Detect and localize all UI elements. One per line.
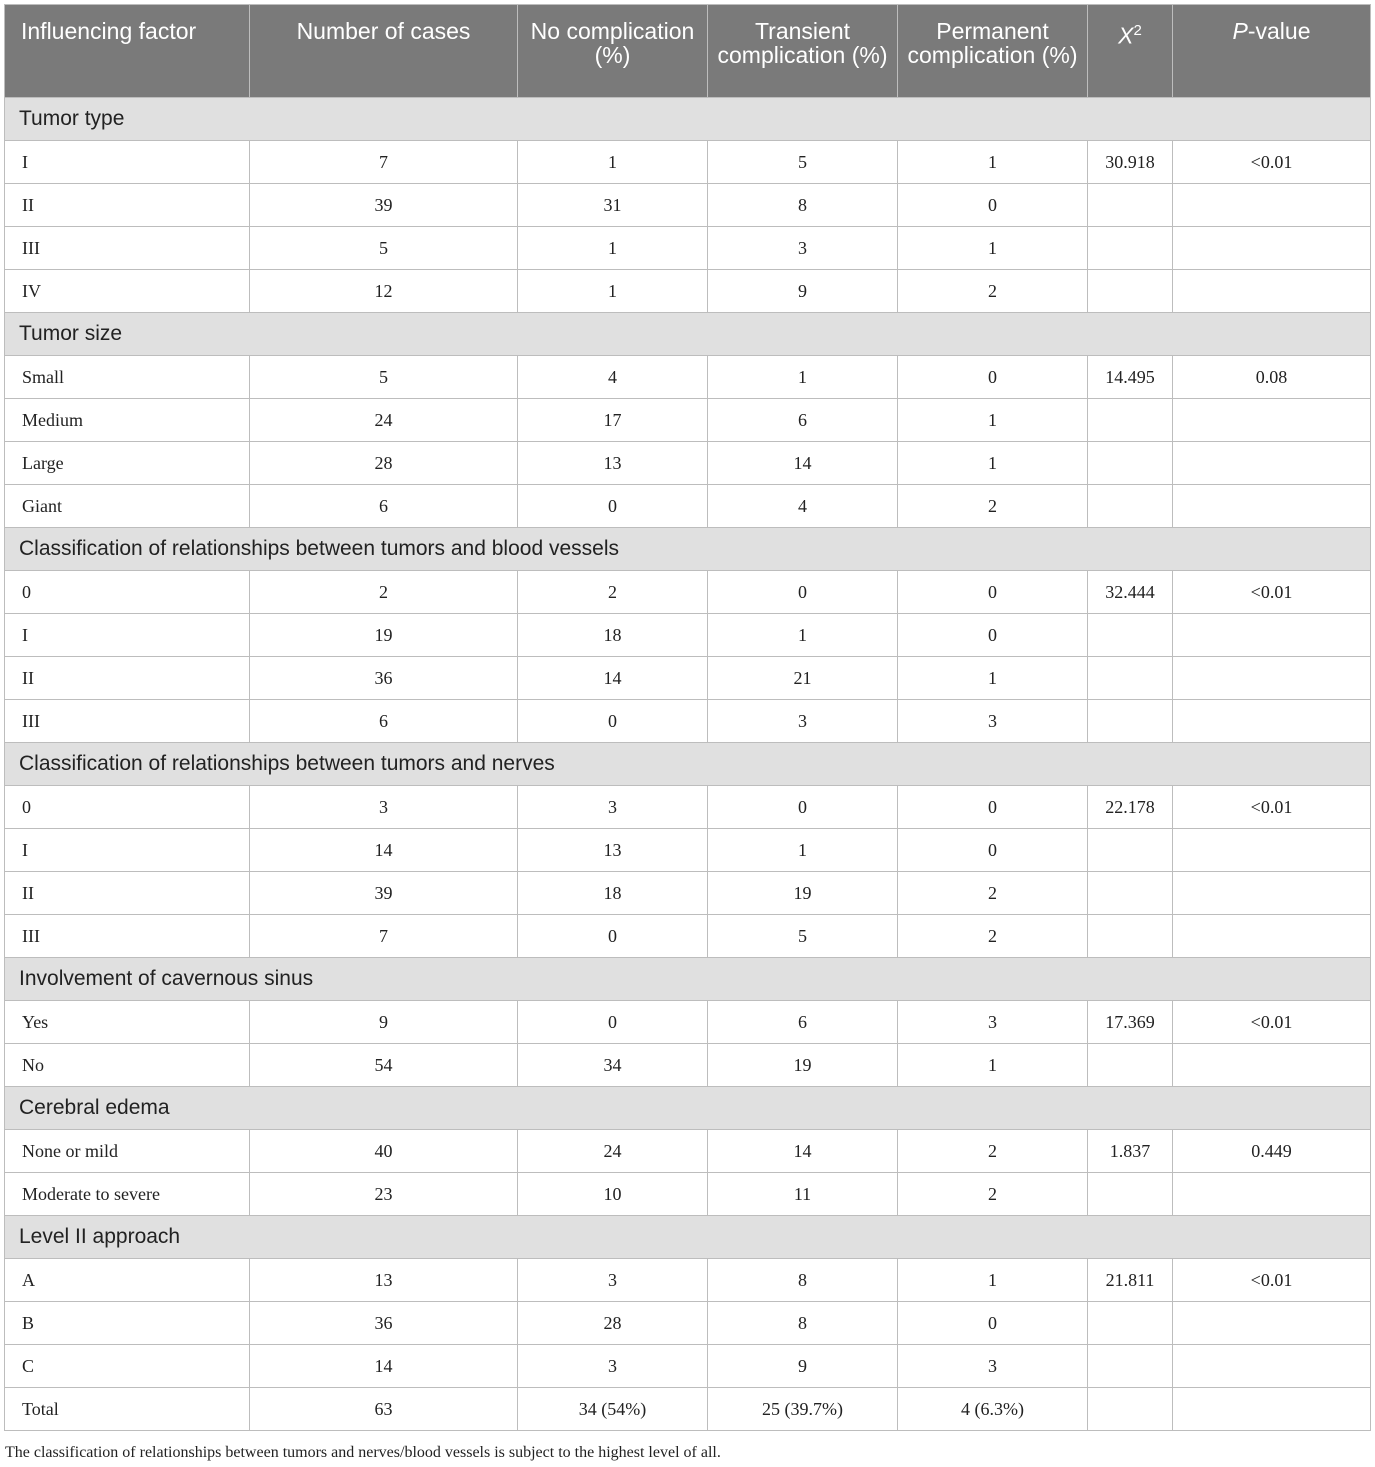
transient-cell: 9 [708,270,898,313]
no-complication-cell: 18 [518,614,708,657]
transient-cell: 14 [708,1130,898,1173]
table-row [5,700,1371,743]
cases-cell: 7 [250,141,518,184]
row-label: No [5,1044,250,1087]
table-row [5,1173,1371,1216]
row-label: B [5,1302,250,1345]
permanent-cell: 1 [898,399,1088,442]
no-complication-cell: 17 [518,399,708,442]
transient-cell: 3 [708,700,898,743]
chi2-cell [1088,270,1173,313]
row-label: II [5,657,250,700]
no-complication-cell: 24 [518,1130,708,1173]
chi2-cell [1088,614,1173,657]
transient-cell: 14 [708,442,898,485]
cases-cell: 3 [250,786,518,829]
table-row [5,399,1371,442]
table-row [5,485,1371,528]
no-complication-cell: 4 [518,356,708,399]
row-label: Small [5,356,250,399]
row-label: Giant [5,485,250,528]
permanent-cell: 1 [898,1044,1088,1087]
row-label: A [5,1259,250,1302]
chi2-cell [1088,399,1173,442]
chi2-cell [1088,1388,1173,1431]
table-row [5,1259,1371,1302]
no-complication-cell: 3 [518,1259,708,1302]
no-complication-cell: 13 [518,829,708,872]
permanent-cell: 2 [898,270,1088,313]
transient-cell: 9 [708,1345,898,1388]
cases-cell: 13 [250,1259,518,1302]
p-value-cell: <0.01 [1173,786,1371,829]
chi2-cell [1088,915,1173,958]
permanent-cell: 2 [898,915,1088,958]
p-value-cell [1173,657,1371,700]
p-value-cell [1173,1173,1371,1216]
permanent-cell: 0 [898,786,1088,829]
table-row [5,270,1371,313]
row-label: III [5,227,250,270]
permanent-cell: 0 [898,829,1088,872]
cases-cell: 39 [250,872,518,915]
table-row [5,184,1371,227]
row-label: I [5,829,250,872]
permanent-cell: 3 [898,700,1088,743]
permanent-cell: 1 [898,141,1088,184]
chi2-cell: 32.444 [1088,571,1173,614]
no-complication-cell: 34 [518,1044,708,1087]
cases-cell: 24 [250,399,518,442]
group-header-row [5,1216,1371,1259]
no-complication-cell: 1 [518,227,708,270]
group-title: Classification of relationships between tumors and blood vessels [5,528,1371,571]
transient-cell: 1 [708,356,898,399]
no-complication-cell: 10 [518,1173,708,1216]
row-label: Large [5,442,250,485]
chi2-cell [1088,1173,1173,1216]
no-complication-cell: 13 [518,442,708,485]
permanent-cell: 1 [898,442,1088,485]
permanent-cell: 2 [898,1173,1088,1216]
p-value-cell [1173,1388,1371,1431]
total-row [5,1388,1371,1431]
group-header-row [5,313,1371,356]
group-title: Level II approach [5,1216,1371,1259]
permanent-cell: 2 [898,485,1088,528]
transient-cell: 11 [708,1173,898,1216]
transient-cell: 1 [708,829,898,872]
results-table [4,4,1371,1431]
p-value-cell [1173,915,1371,958]
permanent-cell: 1 [898,1259,1088,1302]
chi-superscript: 2 [1133,22,1142,39]
row-label: Yes [5,1001,250,1044]
permanent-cell: 2 [898,1130,1088,1173]
chi2-cell [1088,184,1173,227]
cases-cell: 6 [250,485,518,528]
group-title: Classification of relationships between tumors and nerves [5,743,1371,786]
permanent-cell: 1 [898,227,1088,270]
p-value-cell [1173,1302,1371,1345]
table-row [5,141,1371,184]
row-label: None or mild [5,1130,250,1173]
p-value-cell [1173,614,1371,657]
table-row [5,657,1371,700]
cases-cell: 12 [250,270,518,313]
p-italic: P [1232,18,1248,44]
no-complication-cell: 14 [518,657,708,700]
row-label: III [5,915,250,958]
row-label: C [5,1345,250,1388]
chi2-cell: 22.178 [1088,786,1173,829]
transient-cell: 25 (39.7%) [708,1388,898,1431]
transient-cell: 8 [708,184,898,227]
chi2-cell: 1.837 [1088,1130,1173,1173]
row-label: II [5,184,250,227]
header-number-of-cases: Number of cases [250,5,518,98]
permanent-cell: 0 [898,184,1088,227]
no-complication-cell: 3 [518,786,708,829]
row-label: Moderate to severe [5,1173,250,1216]
header-no-complication: No complication (%) [518,5,708,98]
permanent-cell: 3 [898,1001,1088,1044]
cases-cell: 2 [250,571,518,614]
header-p-value [1173,5,1371,98]
p-value-cell [1173,270,1371,313]
header-permanent-complication: Permanent complication (%) [898,5,1088,98]
transient-cell: 1 [708,614,898,657]
table-row [5,442,1371,485]
row-label: I [5,614,250,657]
transient-cell: 19 [708,1044,898,1087]
group-title: Tumor type [5,98,1371,141]
transient-cell: 3 [708,227,898,270]
chi2-cell: 30.918 [1088,141,1173,184]
cases-cell: 6 [250,700,518,743]
p-value-cell [1173,829,1371,872]
cases-cell: 5 [250,356,518,399]
chi2-cell [1088,1302,1173,1345]
table-row [5,614,1371,657]
cases-cell: 5 [250,227,518,270]
chi-symbol: X [1118,22,1134,49]
chi2-cell [1088,227,1173,270]
group-header-row [5,528,1371,571]
row-label: 0 [5,571,250,614]
permanent-cell: 0 [898,571,1088,614]
row-label: III [5,700,250,743]
transient-cell: 21 [708,657,898,700]
group-header-row [5,743,1371,786]
cases-cell: 40 [250,1130,518,1173]
header-row [5,5,1371,98]
table-row [5,1044,1371,1087]
chi2-cell [1088,485,1173,528]
p-value-cell [1173,227,1371,270]
p-value-cell [1173,442,1371,485]
p-value-cell [1173,700,1371,743]
p-value-cell: 0.449 [1173,1130,1371,1173]
transient-cell: 0 [708,571,898,614]
chi2-cell [1088,872,1173,915]
header-transient-complication: Transient complication (%) [708,5,898,98]
cases-cell: 23 [250,1173,518,1216]
no-complication-cell: 18 [518,872,708,915]
table-row [5,1001,1371,1044]
table-row [5,829,1371,872]
table-footnote: The classification of relationships between tumors and nerves/blood vessels is subject to the highest level of all. [5,1444,721,1461]
p-value-cell [1173,184,1371,227]
p-value-cell [1173,1044,1371,1087]
chi2-cell [1088,700,1173,743]
table-row [5,571,1371,614]
row-label: 0 [5,786,250,829]
header-influencing-factor: Influencing factor [5,5,250,98]
chi2-cell: 17.369 [1088,1001,1173,1044]
transient-cell: 8 [708,1259,898,1302]
permanent-cell: 0 [898,356,1088,399]
permanent-cell: 2 [898,872,1088,915]
chi2-cell [1088,657,1173,700]
chi2-cell [1088,1044,1173,1087]
cases-cell: 39 [250,184,518,227]
p-value-cell: 0.08 [1173,356,1371,399]
chi2-cell: 14.495 [1088,356,1173,399]
permanent-cell: 3 [898,1345,1088,1388]
no-complication-cell: 2 [518,571,708,614]
p-value-cell [1173,399,1371,442]
row-label: I [5,141,250,184]
row-label: IV [5,270,250,313]
cases-cell: 63 [250,1388,518,1431]
row-label: Total [5,1388,250,1431]
p-value-cell [1173,872,1371,915]
p-value-cell: <0.01 [1173,571,1371,614]
transient-cell: 0 [708,786,898,829]
table-row [5,227,1371,270]
no-complication-cell: 0 [518,485,708,528]
p-value-cell [1173,485,1371,528]
permanent-cell: 4 (6.3%) [898,1388,1088,1431]
header-chi-square [1088,5,1173,98]
no-complication-cell: 3 [518,1345,708,1388]
table-row [5,786,1371,829]
no-complication-cell: 0 [518,1001,708,1044]
cases-cell: 14 [250,1345,518,1388]
table-row [5,1345,1371,1388]
group-header-row [5,98,1371,141]
group-title: Cerebral edema [5,1087,1371,1130]
table-row [5,872,1371,915]
table-row [5,1302,1371,1345]
permanent-cell: 1 [898,657,1088,700]
no-complication-cell: 28 [518,1302,708,1345]
cases-cell: 54 [250,1044,518,1087]
chi2-cell [1088,1345,1173,1388]
chi2-cell [1088,442,1173,485]
no-complication-cell: 0 [518,700,708,743]
p-value-cell: <0.01 [1173,1001,1371,1044]
no-complication-cell: 31 [518,184,708,227]
cases-cell: 9 [250,1001,518,1044]
transient-cell: 5 [708,915,898,958]
p-value-cell: <0.01 [1173,1259,1371,1302]
cases-cell: 28 [250,442,518,485]
transient-cell: 6 [708,1001,898,1044]
permanent-cell: 0 [898,1302,1088,1345]
chi2-cell: 21.811 [1088,1259,1173,1302]
table-row [5,915,1371,958]
transient-cell: 6 [708,399,898,442]
cases-cell: 19 [250,614,518,657]
transient-cell: 4 [708,485,898,528]
cases-cell: 7 [250,915,518,958]
table-row [5,356,1371,399]
no-complication-cell: 34 (54%) [518,1388,708,1431]
no-complication-cell: 1 [518,270,708,313]
p-value-cell: <0.01 [1173,141,1371,184]
transient-cell: 5 [708,141,898,184]
cases-cell: 36 [250,657,518,700]
cases-cell: 14 [250,829,518,872]
p-suffix: -value [1247,18,1311,44]
no-complication-cell: 1 [518,141,708,184]
transient-cell: 19 [708,872,898,915]
group-header-row [5,958,1371,1001]
group-title: Involvement of cavernous sinus [5,958,1371,1001]
group-header-row [5,1087,1371,1130]
permanent-cell: 0 [898,614,1088,657]
row-label: Medium [5,399,250,442]
no-complication-cell: 0 [518,915,708,958]
row-label: II [5,872,250,915]
table-row [5,1130,1371,1173]
chi2-cell [1088,829,1173,872]
group-title: Tumor size [5,313,1371,356]
p-value-cell [1173,1345,1371,1388]
cases-cell: 36 [250,1302,518,1345]
transient-cell: 8 [708,1302,898,1345]
